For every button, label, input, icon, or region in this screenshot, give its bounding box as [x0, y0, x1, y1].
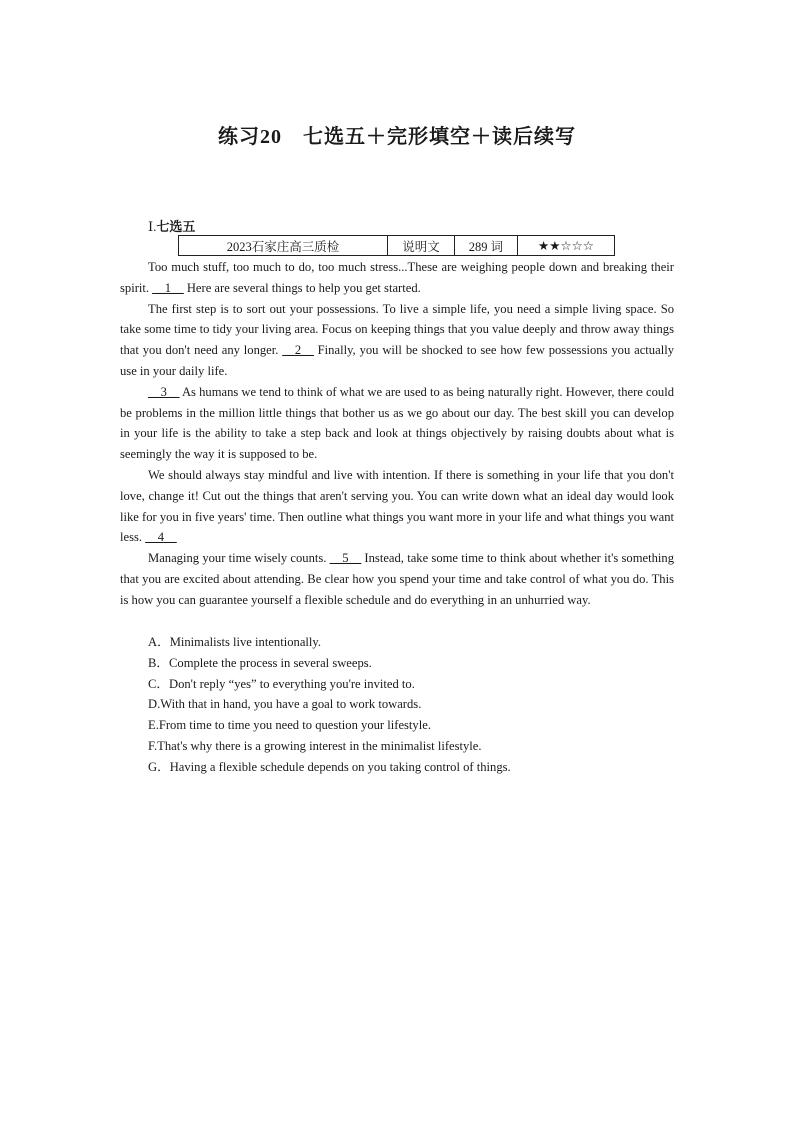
passage-info-table [178, 235, 615, 256]
option-item: A．Minimalists live intentionally. [148, 635, 322, 649]
reading-passage [120, 257, 674, 611]
option-item: C．Don't reply “yes” to everything you're invited to. [148, 676, 415, 691]
section-name: 七选五 [156, 219, 196, 234]
section-number: Ⅰ. [148, 219, 157, 234]
passage-text: The first step is to sort out your possessions. To live a simple life, you need a simple living space. So take some time to tidy your living area. Focus on keeping things that you value deeply and throw away things that you don't need any longer. [120, 301, 674, 358]
passage-text: Managing your time wisely counts. [148, 551, 330, 566]
passage-text: Finally, you will be shocked to see how few possessions you actually use in your daily life. [120, 343, 674, 378]
info-word-count: 289 词 [455, 236, 518, 256]
passage-text: Too much stuff, too much to do, too much stress...These are weighing people down and breaking their spirit. [120, 260, 674, 295]
passage-paragraph [120, 548, 674, 610]
page-title: 练习20 七选五＋完形填空＋读后续写 [218, 126, 576, 148]
option-item: D.With that in hand, you have a goal to work towards. [148, 697, 422, 712]
answer-blank: __5__ [329, 551, 362, 566]
section-heading [148, 216, 195, 235]
option-item: F.That's why there is a growing interest in the minimalist lifestyle. [148, 738, 482, 753]
passage-paragraph [120, 465, 674, 548]
answer-blank: __1__ [152, 280, 184, 295]
option-item: E.From time to time you need to question your lifestyle. [148, 718, 431, 733]
passage-paragraph [120, 382, 674, 465]
passage-text: Instead, take some time to think about whether it's something that you are excited about attending. Be clear how you spend your time and take control of what you do. This is how you can guarantee yourself a flexible schedule and do everything in an unhurried way. [120, 551, 675, 607]
info-difficulty: ★★☆☆☆ [518, 236, 615, 256]
answer-blank: __4__ [145, 530, 177, 545]
answer-options [148, 632, 688, 778]
passage-text: Here are several things to help you get started. [183, 280, 421, 295]
info-genre: 说明文 [388, 236, 455, 256]
passage-text: As humans we tend to think of what we are used to as being naturally right. However, there could be problems in the million little things that bother us as we go about our day. The best skill you can develop in your life is the ability to take a step back and look at things objectively by raising doubts about what is seemingly the way it is supposed to be. [120, 384, 674, 462]
passage-paragraph [120, 257, 674, 299]
answer-blank: __3__ [148, 384, 180, 399]
option-item: G．Having a flexible schedule depends on you taking control of things. [148, 759, 511, 774]
info-source: 2023石家庄高三质检 [179, 236, 388, 256]
passage-paragraph [120, 299, 674, 382]
answer-blank: __2__ [282, 343, 314, 358]
option-item: B．Complete the process in several sweeps. [148, 655, 372, 670]
passage-text: We should always stay mindful and live with intention. If there is something in your life that you don't love, change it! Cut out the things that aren't serving you. You can write down what an ideal day would look like for you in five years' time. Then outline what things you want more in your life and what things you want less. [120, 467, 674, 545]
